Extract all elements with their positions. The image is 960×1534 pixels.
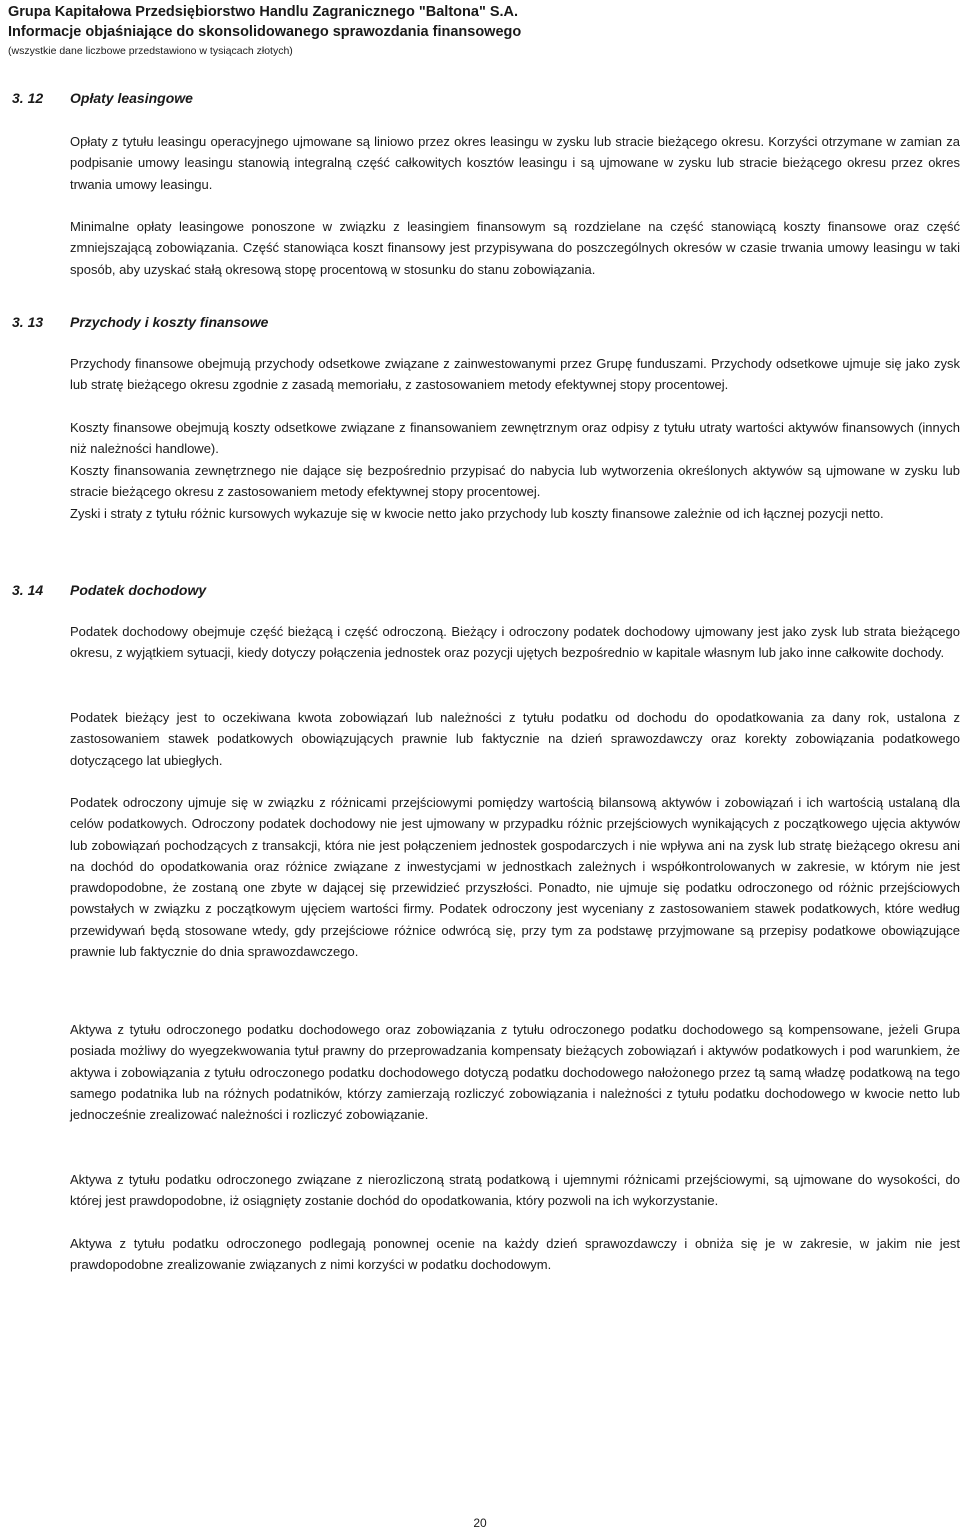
page-number: 20	[473, 1516, 487, 1530]
section-heading-3-13	[12, 312, 952, 332]
section-title: Przychody i koszty finansowe	[70, 314, 269, 330]
section-number: 3. 14	[12, 582, 44, 598]
document-title: Informacje objaśniające do skonsolidowanego sprawozdania finansowego	[8, 24, 522, 40]
paragraph: Koszty finansowe obejmują koszty odsetkowe związane z finansowaniem zewnętrznym oraz odpisy z tytułu utraty wartości aktywów finansowych (innych niż należności handlowe).	[70, 420, 960, 457]
paragraph: Podatek dochodowy obejmuje część bieżącą i część odroczoną. Bieżący i odroczony podatek dochodowy ujmowany jest jako zysk lub strata bieżącego okresu, z wyjątkiem sytuacji, kiedy dotyczy połączenia jednostek oraz pozycji ujętych bezpośrednio w kapitale własnym lub jako inne całkowite dochody.	[70, 624, 960, 661]
section-number: 3. 13	[12, 314, 44, 330]
section-number: 3. 12	[12, 90, 44, 106]
paragraph: Aktywa z tytułu podatku odroczonego związane z nierozliczoną stratą podatkową i ujemnymi różnicami przejściowymi, są ujmowane do wysokości, do której jest prawdopodobne, iż osiągnięty zostanie dochód do opodatkowania, który pozwoli na ich wykorzystanie.	[70, 1172, 960, 1209]
section-heading-3-14	[12, 580, 952, 600]
section-title: Opłaty leasingowe	[70, 90, 193, 106]
units-note: (wszystkie dane liczbowe przedstawiono w tysiącach złotych)	[8, 45, 293, 57]
paragraph: Aktywa z tytułu odroczonego podatku dochodowego oraz zobowiązania z tytułu odroczonego podatku dochodowego są kompensowane, jeżeli Grupa posiada możliwy do wyegzekwowania tytuł prawny do przeprowadzania kompensaty bieżących zobowiązań i aktywów podatkowych i pod warunkiem, że aktywa i zobowiązania z tytułu odroczonego podatku dochodowego dotyczą podatku dochodowego nałożonego przez tą samą władzę podatkową na tego samego podatnika lub na różnych podatników, którzy zamierzają rozliczyć zobowiązania i należności z tytułu podatku dochodowego w kwocie netto lub jednocześnie zrealizować należności i rozliczyć zobowiązanie.	[70, 1022, 960, 1123]
section-title: Podatek dochodowy	[70, 582, 207, 598]
paragraph: Koszty finansowania zewnętrznego nie dające się bezpośrednio przypisać do nabycia lub wytworzenia określonych aktywów są ujmowane w zysku lub stracie bieżącego okresu z zastosowaniem metody efektywnej stopy procentowej.	[70, 463, 960, 500]
paragraph: Aktywa z tytułu podatku odroczonego podlegają ponownej ocenie na każdy dzień sprawozdawczy i obniża się je w zakresie, w jakim nie jest prawdopodobne zrealizowanie związanych z nimi korzyści w podatku dochodowym.	[70, 1236, 960, 1273]
company-name: Grupa Kapitałowa Przedsiębiorstwo Handlu Zagranicznego "Baltona" S.A.	[8, 4, 519, 20]
section-heading-3-12	[12, 88, 952, 108]
paragraph: Podatek bieżący jest to oczekiwana kwota zobowiązań lub należności z tytułu podatku od dochodu do opodatkowania za dany rok, ustalona z zastosowaniem stawek podatkowych obowiązujących prawnie lub faktycznie na dzień sprawozdawczy oraz korekty zobowiązania podatkowego dotyczącego lat ubiegłych.	[70, 710, 960, 768]
paragraph: Podatek odroczony ujmuje się w związku z różnicami przejściowymi pomiędzy wartością bilansową aktywów i zobowiązań i ich wartością ustalaną dla celów podatkowych. Odroczony podatek dochodowy nie jest ujmowany w przypadku różnic przejściowych wynikających z początkowego ujęcia aktywów lub zobowiązań pochodzących z transakcji, która nie jest połączeniem jednostek gospodarczych i nie wpływa ani na zysk lub stratę bieżącego okresu ani na dochód do opodatkowania oraz różnice związane z inwestycjami w jednostkach zależnych i współkontrolowanych w zakresie, w którym nie jest prawdopodobne, że zostaną one zbyte w dającej się przewidzieć przyszłości. Ponadto, nie ujmuje się podatku odroczonego od różnic przejściowych powstałych w związku z początkowym ujęciem wartości firmy. Podatek odroczony jest wyceniany z zastosowaniem stawek podatkowych, które według przewidywań będą stosowane wtedy, gdy przejściowe różnice odwrócą się, przy tym za podstawę przyjmowane są przepisy podatkowe obowiązujące prawnie lub faktycznie do dnia sprawozdawczego.	[70, 795, 960, 960]
paragraph: Przychody finansowe obejmują przychody odsetkowe związane z zainwestowanymi przez Grupę funduszami. Przychody odsetkowe ujmuje się jako zysk lub stratę bieżącego okresu zgodnie z zasadą memoriału, z zastosowaniem metody efektywnej stopy procentowej.	[70, 356, 960, 393]
paragraph: Minimalne opłaty leasingowe ponoszone w związku z leasingiem finansowym są rozdzielane na część stanowiącą koszty finansowe oraz część zmniejszającą zobowiązania. Część stanowiąca koszt finansowy jest przypisywana do poszczególnych okresów w czasie trwania umowy leasingu w taki sposób, aby uzyskać stałą okresową stopę procentową w stosunku do stanu zobowiązania.	[70, 219, 960, 277]
page-header	[8, 2, 953, 60]
paragraph: Opłaty z tytułu leasingu operacyjnego ujmowane są liniowo przez okres leasingu w zysku lub stracie bieżącego okresu. Korzyści otrzymane w zamian za podpisanie umowy leasingu stanowią integralną część całkowitych kosztów leasingu i są ujmowane w zysku lub stracie bieżącego okresu przez okres trwania umowy leasingu.	[70, 134, 960, 192]
paragraph: Zyski i straty z tytułu różnic kursowych wykazuje się w kwocie netto jako przychody lub koszty finansowe zależnie od ich łącznej pozycji netto.	[70, 506, 884, 521]
